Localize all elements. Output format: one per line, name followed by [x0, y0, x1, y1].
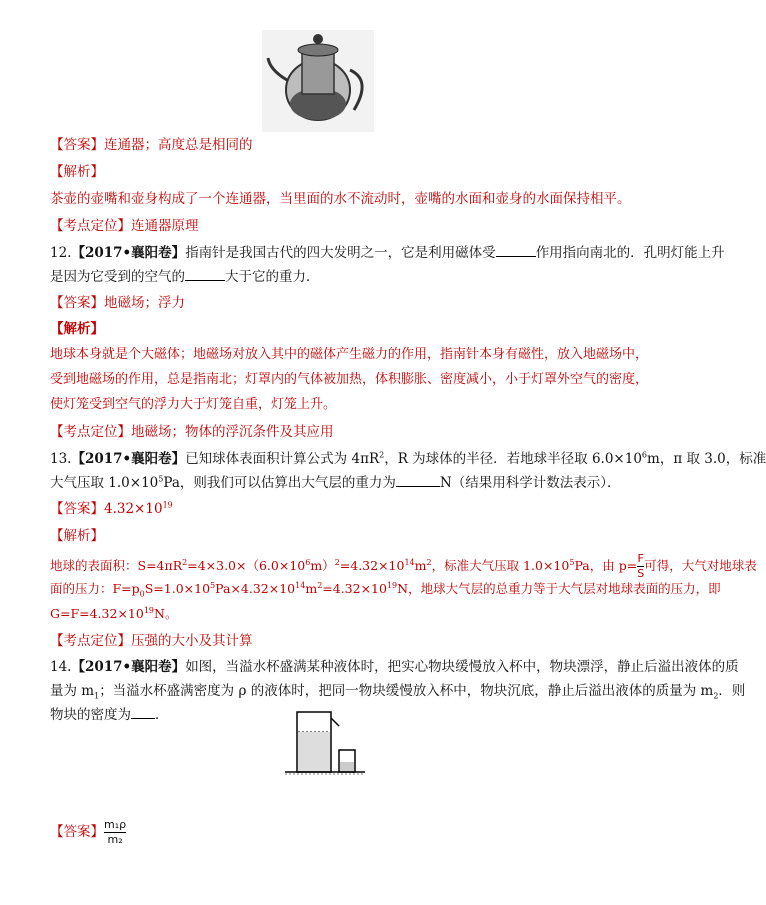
q14-number: 14. [50, 659, 72, 675]
sup: 2 [317, 580, 323, 590]
sup: 5 [210, 580, 216, 590]
q13-source: 【2017•襄阳卷】 [71, 451, 186, 467]
q13-kp: 压强的大小及其计算 [131, 633, 253, 649]
q13-number: 13. [50, 451, 72, 467]
q14-line2 [50, 680, 746, 702]
answer-tag: 【答案】 [50, 137, 104, 153]
sup: 14 [295, 580, 306, 590]
q14-text: 如图，当溢水杯盛满某种液体时，把实心物块缓慢放入杯中，物块漂浮，静止后溢出液体的质 [185, 659, 739, 675]
q12-analysis3: 使灯笼受到空气的浮力大于灯笼自重，灯笼上升。 [50, 397, 337, 412]
q13-analysis3 [50, 603, 610, 625]
sub: 0 [139, 589, 145, 599]
q12-source: 【2017•襄阳卷】 [71, 245, 186, 261]
q12-answer: 地磁场；浮力 [104, 295, 185, 311]
q12-text: 是因为它受到的空气的 [50, 269, 185, 285]
q13-analysis-text: =4.32×10 [339, 558, 405, 573]
q12-line2 [50, 266, 610, 288]
sup: 6 [641, 450, 648, 460]
q13-analysis-text: Pa，由 p= [574, 558, 638, 573]
density-fraction [104, 818, 126, 847]
q13-analysis-text: 地球的表面积：S=4πR [50, 558, 183, 573]
q12-text: 作用指向南北的．孔明灯能上升 [535, 245, 725, 261]
q13-analysis1 [50, 552, 757, 581]
q14-line1 [50, 656, 739, 678]
q12-text: 指南针是我国古代的四大发明之一，它是利用磁体受 [185, 245, 496, 261]
q14-text: ． [155, 707, 169, 723]
q12-line1 [50, 242, 725, 264]
q12-kp: 地磁场；物体的浮沉条件及其应用 [131, 424, 334, 440]
q12-analysis2: 受到地磁场的作用，总是指南北；灯罩内的气体被加热，体积膨胀、密度减小，小于灯罩外空气的密度， [50, 372, 649, 387]
kp-tag: 【考点定位】 [50, 424, 131, 440]
frac-den: S [637, 567, 645, 580]
sup: 2 [379, 450, 385, 460]
sup: 19 [162, 500, 173, 510]
q13-analysis-text: ，标准大气压取 1.0×10 [431, 558, 570, 573]
sup: 2 [334, 557, 340, 567]
q12-text: 大于它的重力． [225, 269, 320, 285]
q13-answer-line [50, 498, 610, 520]
q11-analysis-tag: 【解析】 [50, 164, 104, 180]
q13-line1 [50, 448, 766, 470]
q13-analysis-text: =4.32×10 [322, 581, 387, 596]
q11-answer: 连通器；高度总是相同的 [104, 137, 253, 153]
answer-tag: 【答案】 [50, 501, 104, 517]
q13-analysis-text: 面的压力：F=p [50, 581, 140, 596]
q13-analysis-tag: 【解析】 [50, 528, 104, 544]
q13-kp-line [50, 630, 610, 652]
sub: 2 [713, 691, 719, 701]
q12-kp-line [50, 421, 610, 443]
q14-blank [131, 704, 155, 719]
sup: 19 [143, 605, 155, 615]
answer-tag: 【答案】 [50, 295, 104, 311]
q13-analysis-text: S=1.0×10 [144, 581, 211, 596]
q13-analysis-text: =4×3.0×（6.0×10 [187, 558, 306, 573]
q13-blank [396, 472, 440, 487]
q13-analysis-text: N，地球大气层的总重力等于大气层对地球表面的压力，即 [397, 581, 721, 596]
q13-analysis2 [50, 578, 721, 600]
q13-analysis-text: m） [310, 558, 335, 573]
q13-analysis-text: G=F=4.32×10 [50, 606, 144, 621]
q12-answer-line [50, 292, 610, 314]
kp-tag: 【考点定位】 [50, 218, 131, 234]
frac-den: m₂ [104, 832, 126, 847]
frac-num: m₁ρ [104, 818, 127, 831]
sup: 6 [305, 557, 311, 567]
sup: 2 [426, 557, 432, 567]
q13-analysis-text: 可得，大气对地球表 [644, 558, 757, 573]
q14-answer-line [50, 818, 610, 847]
sup: 2 [182, 557, 188, 567]
q13-analysis-text: Pa×4.32×10 [215, 581, 296, 596]
q12-analysis-tag: 【解析】 [50, 321, 104, 337]
q13-text: m，π 取 3.0，标准 [647, 451, 766, 467]
q13-text: ，R 为球体的半径．若地球半径取 6.0×10 [384, 451, 642, 467]
q13-text: Pa，则我们可以估算出大气层的重力为 [163, 475, 396, 491]
q11-kp-line [50, 215, 610, 237]
kp-tag: 【考点定位】 [50, 633, 131, 649]
teapot-image [262, 30, 374, 132]
sup: 5 [569, 557, 575, 567]
q13-analysis-text: m [305, 581, 318, 596]
q14-text: 物块的密度为 [50, 707, 131, 723]
sup: 19 [386, 580, 398, 590]
q13-line2 [50, 472, 621, 494]
q11-kp: 连通器原理 [131, 218, 199, 234]
q13-answer: 4.32×10 [104, 501, 163, 517]
q12-blank2 [185, 266, 225, 281]
q13-text: N（结果用科学计数法表示）． [439, 475, 621, 491]
sup: 5 [158, 474, 164, 484]
q13-analysis-text: m [414, 558, 427, 573]
q11-analysis: 茶壶的壶嘴和壶身构成了一个连通器，当里面的水不流动时，壶嘴的水面和壶身的水面保持相平。 [50, 191, 631, 207]
q14-text: ；当溢水杯盛满密度为 ρ 的液体时，把同一物块缓慢放入杯中，物块沉底，静止后溢出液体的质量为 m [99, 683, 714, 699]
q12-number: 12. [50, 245, 72, 261]
frac-num: F [637, 552, 644, 565]
overflow-cup-diagram [285, 706, 365, 776]
q12-analysis1: 地球本身就是个大磁体；地磁场对放入其中的磁体产生磁力的作用，指南针本身有磁性，放入地磁场中， [50, 347, 649, 362]
sub: 1 [94, 691, 100, 701]
q14-text: ．则 [718, 683, 746, 699]
answer-tag: 【答案】 [50, 824, 104, 840]
sup: 14 [404, 557, 415, 567]
q12-blank1 [496, 242, 536, 257]
q13-text: 大气压取 1.0×10 [50, 475, 159, 491]
q14-source: 【2017•襄阳卷】 [71, 659, 186, 675]
q14-text: 量为 m [50, 683, 95, 699]
q11-answer-line [50, 134, 610, 156]
q13-analysis-text: N。 [154, 606, 178, 621]
q13-text: 已知球体表面积计算公式为 4πR [185, 451, 380, 467]
